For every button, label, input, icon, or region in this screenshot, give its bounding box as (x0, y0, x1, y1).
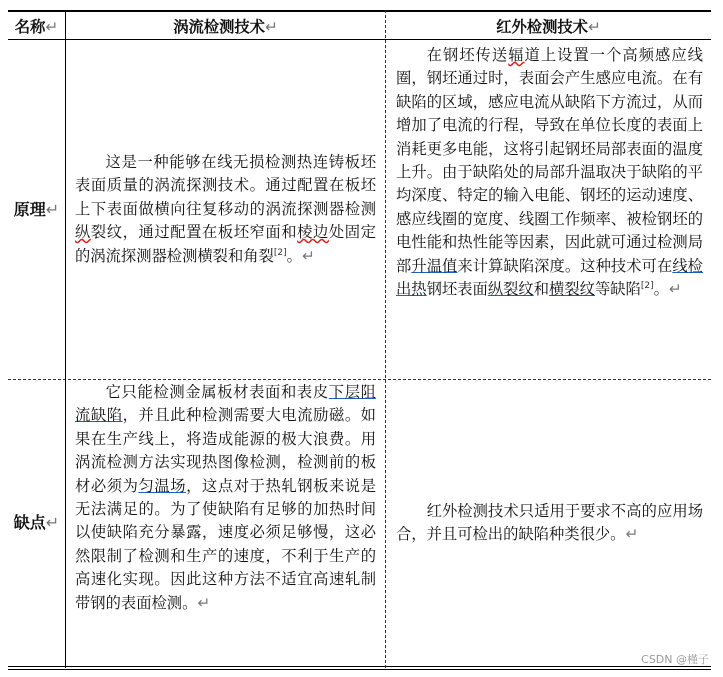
row-label-principle (8, 40, 65, 379)
text-run: 升温值 (411, 256, 458, 275)
paragraph-mark: ↵ (197, 593, 211, 612)
watermark: CSDN @槿子 (641, 653, 709, 666)
text-run: 钢坯表面 (426, 280, 488, 299)
header-eddy-text: 涡流检测技术 (173, 18, 265, 36)
text-run: 。 (286, 246, 302, 265)
row-label-principle-text: 原理 (13, 199, 46, 219)
text-run: 纵 (75, 223, 91, 242)
row-label-defect (8, 380, 65, 666)
header-infrared-text: 红外检测技术 (496, 18, 588, 36)
cell-principle-eddy (66, 40, 385, 379)
row-label-defect-text: 缺点 (13, 513, 46, 533)
text-run: 等缺陷 (594, 280, 641, 299)
paragraph-mark: ↵ (45, 513, 60, 533)
text-run: 辐 (508, 46, 525, 64)
defect-eddy-text (75, 381, 376, 615)
text-run: ，这点对于热轧钢板来说是无法满足的。为了使缺陷有足够的加热时间以使缺陷充分暴露，速度必须足够慢，这必然限制了检测和生产的速度，不利于生产的高速化实现。因此这种方法不适宜高速轧制带钢的表面检测。 (75, 476, 376, 612)
text-run: 纵裂纹 (487, 280, 534, 299)
text-run: 匀温场 (138, 476, 187, 495)
text-run: 这是一种能够在线无损检测热连铸板坯表面质量的涡流探测技术。通过配置在板坯上下表面做横向往复移动的涡流探测器检测 (75, 152, 376, 218)
bottom-rule (8, 666, 711, 670)
paragraph-mark: ↵ (587, 18, 601, 36)
text-run: 处固定的涡流探测器检测横裂和角裂 (75, 223, 376, 265)
text-run: 道上设置一个高频感应线圈，钢坯通过时，表面会产生感应电流。在有缺陷的区域，感应电流从缺陷下方流过，从而增加了电流的行程，导致在单位长度的表面上消耗更多电能，这将引起钢坯局部表面的温度上升。由于缺陷处的局部升温取决于缺陷的平均深度、特定的输入电能、钢坯的运动速度、感应线圈的宽度、线圈工作频率、被检钢坯的电性能和热性能等因素，因此就可通过检测局部 (396, 46, 703, 275)
paragraph-mark: ↵ (264, 18, 278, 36)
comparison-table (8, 10, 711, 670)
text-run: 和 (533, 280, 550, 299)
principle-infrared-text (396, 44, 703, 301)
cell-defect-eddy (66, 380, 385, 666)
text-run: 红外检测技术只适用于要求不高的应用场合，并且可检出的缺陷种类很少。 (396, 501, 703, 543)
header-name-text: 名称 (14, 18, 46, 36)
cell-defect-infrared (386, 380, 711, 666)
citation-ref: [2] (640, 280, 654, 291)
text-run: 下层阻流缺陷 (75, 383, 376, 425)
text-run: 棱边 (297, 223, 329, 242)
header-eddy (66, 12, 385, 40)
header-name (8, 12, 65, 40)
defect-infrared-text (396, 500, 703, 547)
paragraph-mark: ↵ (668, 280, 682, 299)
text-run: 裂纹，通过配置在板坯窄面和 (90, 223, 298, 242)
principle-eddy-text (75, 151, 376, 268)
paragraph-mark: ↵ (45, 18, 59, 36)
paragraph-mark: ↵ (45, 199, 60, 219)
text-run: 它只能检测金属板材表面和表皮 (105, 383, 329, 401)
paragraph-mark: ↵ (301, 246, 315, 265)
text-run: 在钢坯传送 (426, 46, 509, 64)
text-run: 来计算缺陷深度。这种技术可在 (457, 256, 673, 275)
text-run: ，并且此种检测需要大电流励磁。如果在生产线上，将造成能源的极大浪费。用涡流检测方法实现热图像检测，检测前的板材必须为 (75, 406, 376, 495)
citation-ref: [2] (273, 247, 287, 258)
text-run: 线检出热 (396, 256, 703, 299)
text-run: 。 (653, 280, 669, 299)
paragraph-mark: ↵ (625, 525, 639, 543)
cell-principle-infrared (386, 40, 711, 379)
header-infrared (386, 12, 711, 40)
text-run: 横裂纹 (549, 280, 595, 299)
